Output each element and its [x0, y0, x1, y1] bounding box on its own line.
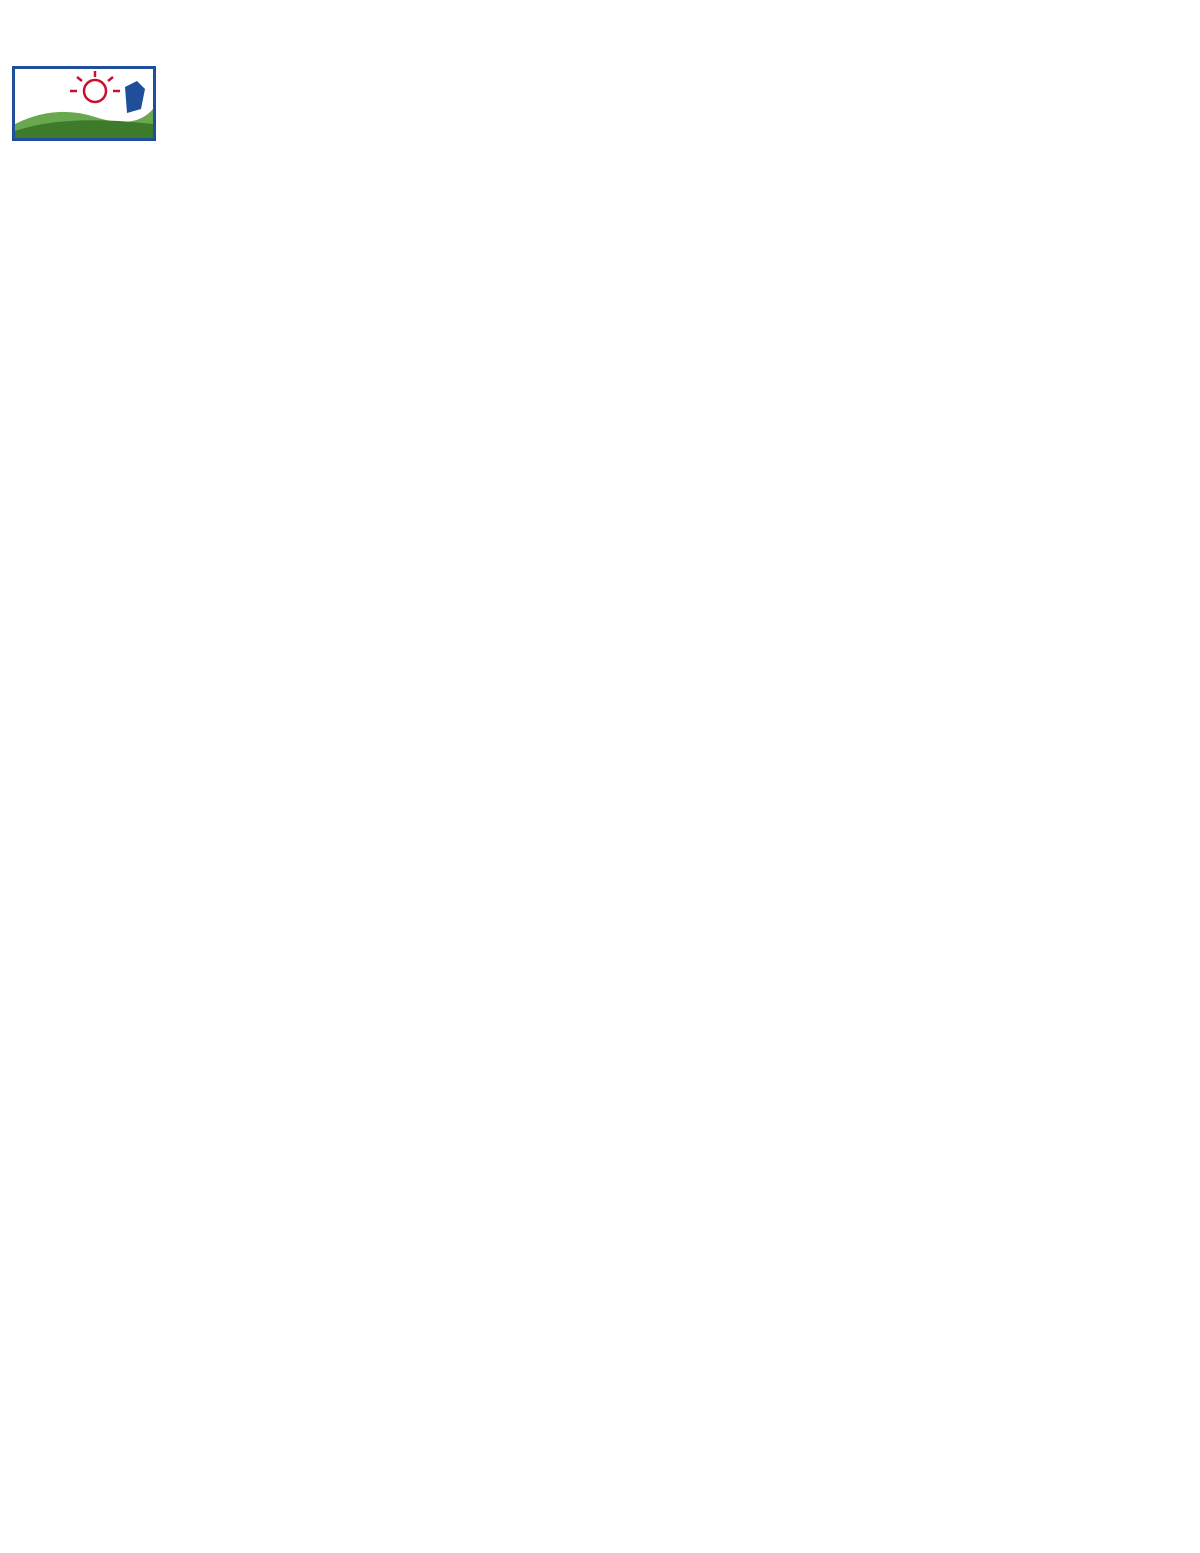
logo-frame [12, 66, 156, 141]
sun-landscape-icon [15, 69, 153, 138]
mva-logo [12, 66, 156, 164]
